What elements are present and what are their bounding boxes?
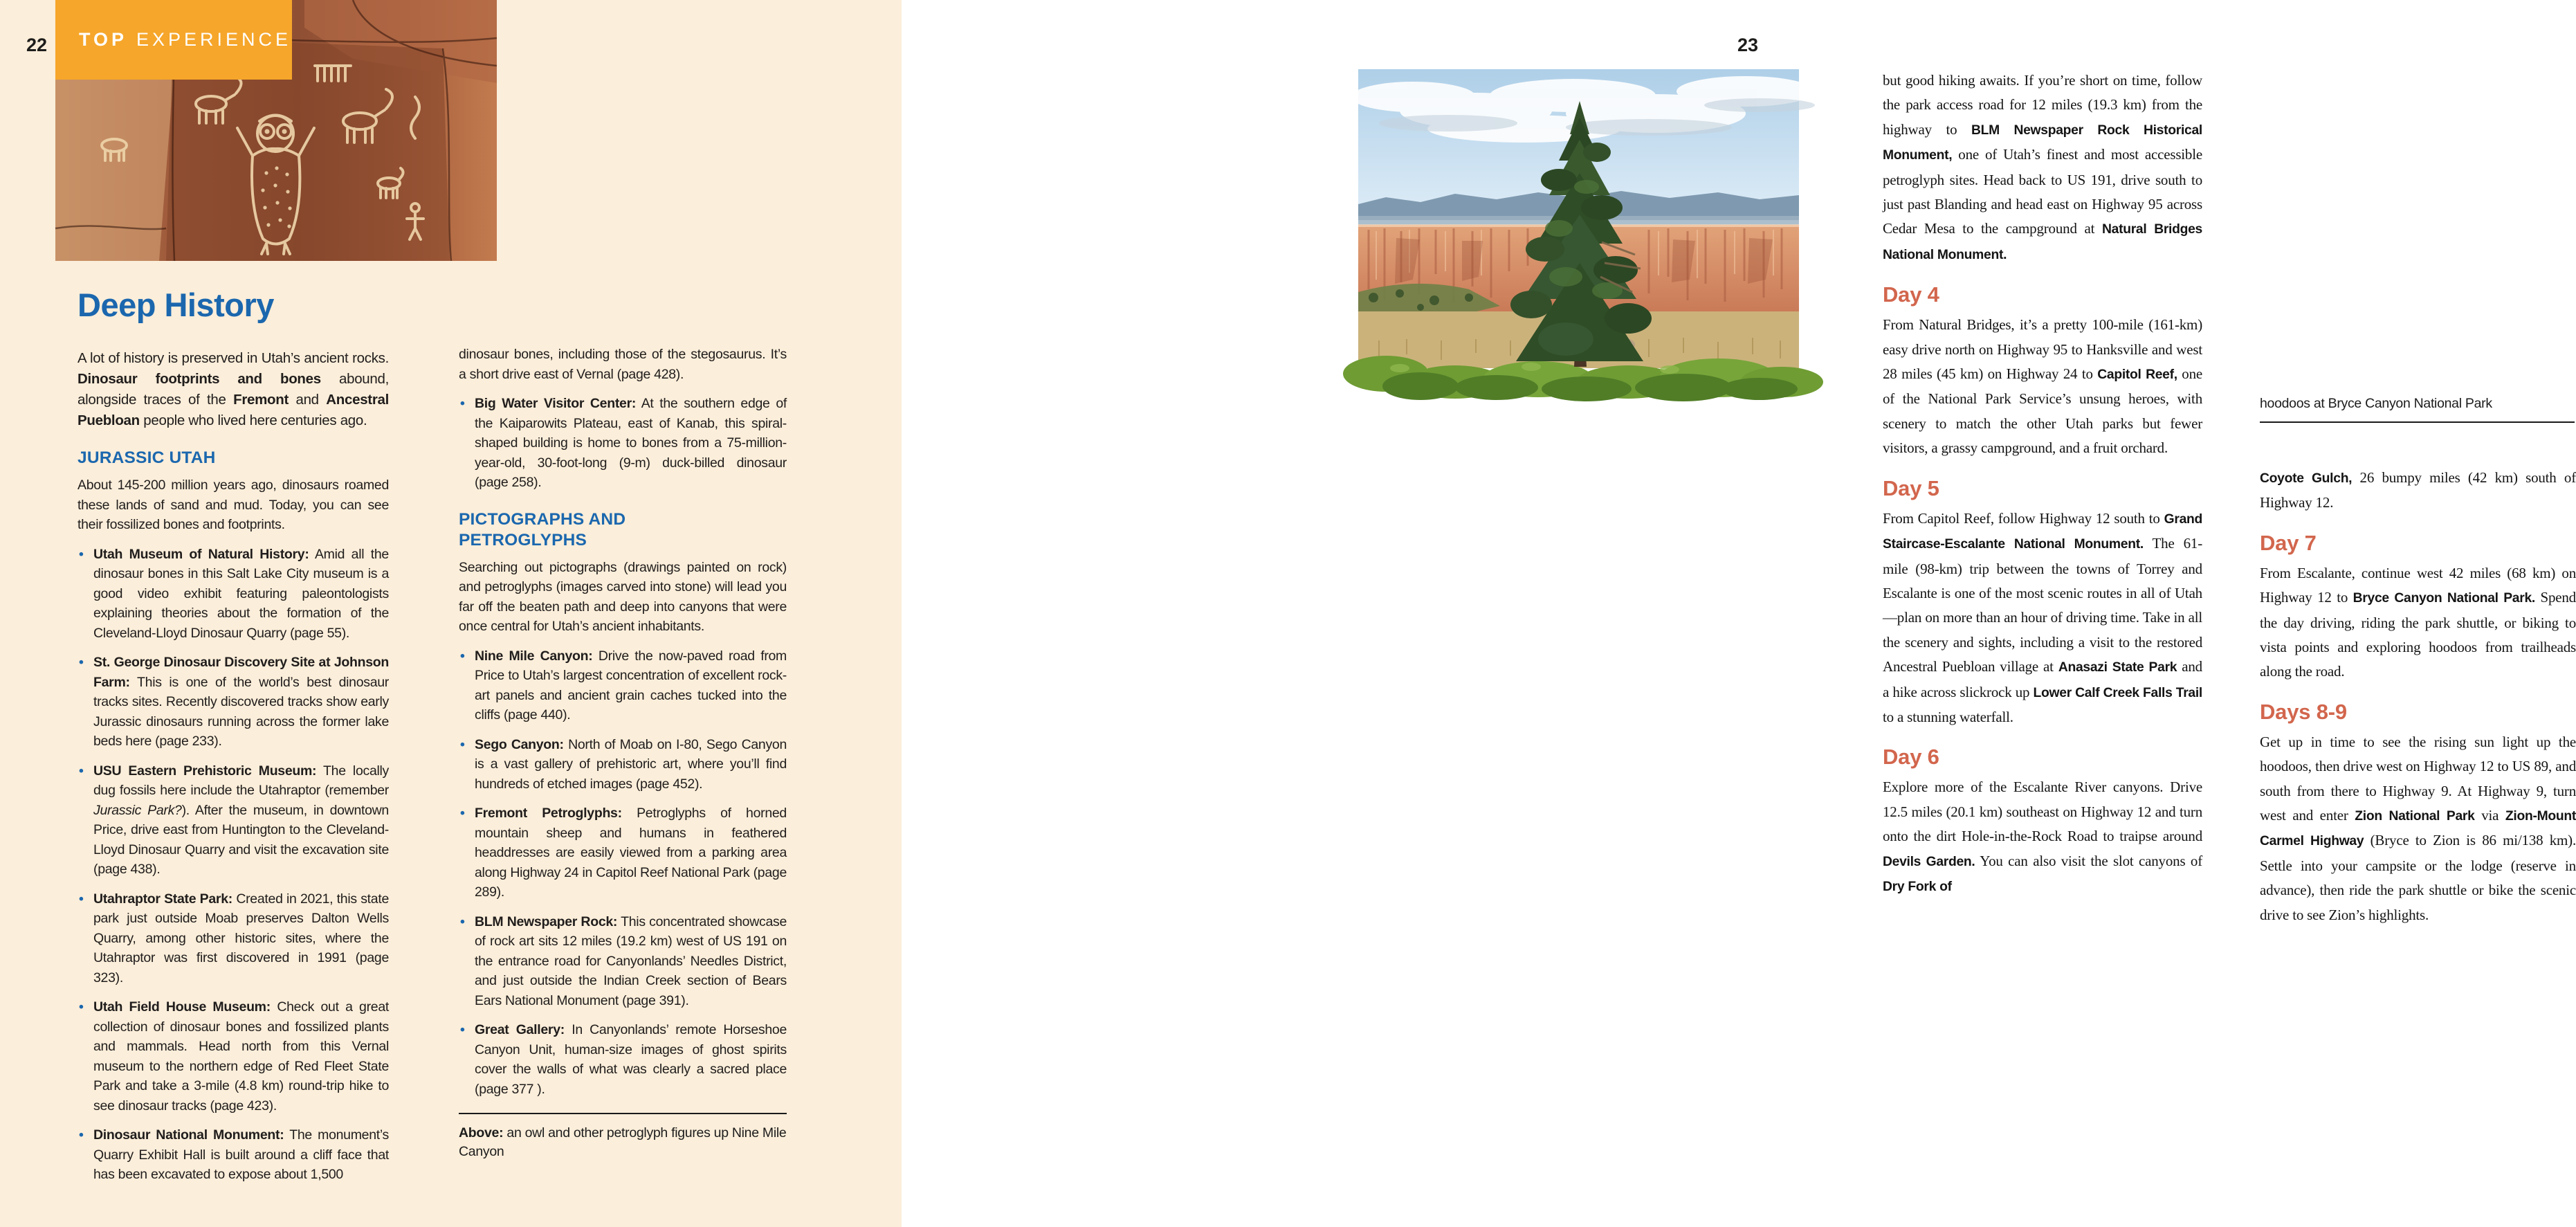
banner-label-experience: EXPERIENCE xyxy=(136,29,292,50)
bullet-utahraptor-state-park: • Utahraptor State Park: Created in 2021, this state park just outside Moab preserves Dalton Wells Quarry, among other historic sites, where the Utahraptor was first discovered in 1991 (page 323). xyxy=(77,889,389,988)
page-number-left: 22 xyxy=(26,35,48,55)
day-5-heading: Day 5 xyxy=(1883,475,1939,500)
days-8-9-heading: Days 8-9 xyxy=(2260,699,2347,724)
days-8-9-paragraph: Get up in time to see the rising sun light up the hoodoos, then drive west on Highway 12 to US 89, and south from there to Highway 9. At Highway 9, turn west and enter Zion National Park via Zion-Mount Carmel Highway (Bryce to Zion is 86 mi/138 km). Settle into your campsite or the lodge (reserve in advance), then ride the park shuttle or bike the scenic drive to see Zion’s highlights. xyxy=(2260,733,2576,923)
bullet-big-water: • Big Water Visitor Center: At the southern edge of the Kaiparowits Plateau, east of Kanab, this spiral-shaped building is home to bones from a 75-million-year-old, 30-foot-long (9-m) duck-billed dinosaur (page 258). xyxy=(459,394,787,493)
jurassic-lead-paragraph: About 145-200 million years ago, dinosaurs roamed these lands of sand and mud. Today, you can see their fossilized bones and footprints. xyxy=(77,478,389,532)
right-page-right-column xyxy=(2260,394,2576,927)
day-6-paragraph: Explore more of the Escalante River canyons. Drive 12.5 miles (20.1 km) southeast on Highway 12 and turn onto the dirt Hole-in-the-Rock Road to traipse around Devils Garden. You can also visit the slot canyons of Dry Fork of xyxy=(1883,779,2203,894)
section-heading-pictographs: PICTOGRAPHS AND PETROGLYPHS xyxy=(459,509,626,549)
bullet-utah-field-house: • Utah Field House Museum: Check out a great collection of dinosaur bones and fossilized plants and mammals. Head north from this Vernal museum to the northern edge of Red Fleet State Park and take a 3-mile (4.8 km) round-trip hike to see dinosaur tracks (page 423). xyxy=(77,997,389,1116)
bullet-utah-museum: • Utah Museum of Natural History: Amid all the dinosaur bones in this Salt Lake City museum is a good video exhibit featuring paleontologists explaining theories about the formation of the Cleveland-Lloyd Dinosaur Quarry (page 55). xyxy=(77,545,389,644)
right-page xyxy=(902,0,2576,1227)
big-water-bullet-list xyxy=(459,394,787,493)
day-4-paragraph: From Natural Bridges, it’s a pretty 100-mile (161-km) easy drive north on Highway 95 to Hanksville and west 28 miles (45 km) on Highway 24 to Capitol Reef, one of the National Park Service’s unsung heroes, with scenery to match the other Utah parks but fewer visitors, a grassy campground, and a fruit orchard. xyxy=(1883,316,2202,457)
bullet-dinosaur-national-monument: • Dinosaur National Monument: The monument’s Quarry Exhibit Hall is built around a cliff face that has been excavated to expose about 1,500 xyxy=(77,1125,389,1185)
pictographs-lead-paragraph: Searching out pictographs (drawings painted on rock) and petroglyphs (images carved into stone) will lead you far off the beaten path and deep into canyons that were once central for Utah’s ancient inhabitants. xyxy=(459,559,787,634)
pictographs-bullet-list xyxy=(459,646,787,1100)
caption-divider-right xyxy=(2260,421,2575,423)
left-column xyxy=(77,286,389,1185)
caption-divider xyxy=(459,1113,787,1114)
bullet-fremont-petroglyphs: • Fremont Petroglyphs: Petroglyphs of horned mountain sheep and humans in feathered headdresses are easily viewed from a parking area along Highway 24 in Capitol Reef National Park (page 289). xyxy=(459,803,787,902)
photo-caption-above: Above: an owl and other petroglyph figures up Nine Mile Canyon xyxy=(459,1125,787,1159)
top-experience-banner xyxy=(55,0,292,80)
day-5-paragraph: From Capitol Reef, follow Highway 12 south to Grand Staircase-Escalante National Monument. The 61-mile (98-km) trip between the towns of Torrey and Escalante is one of the most scenic routes in all of Utah—plan on more than an hour of driving time. Take in all the scenery and sights, including a visit to the restored Ancestral Puebloan village at Anasazi State Park and a hike across slickrock up Lower Calf Creek Falls Trail to a stunning waterfall. xyxy=(1883,509,2202,725)
section-heading-jurassic-utah: JURASSIC UTAH xyxy=(77,448,216,467)
itinerary-intro-paragraph: but good hiking awaits. If you’re short on time, follow the park access road for 12 miles (19.3 km) from the highway to BLM Newspaper Rock Historical Monument, one of Utah’s finest and most accessible petroglyph sites. Head back to US 191, drive south to just past Blanding and head east on Highway 95 across Cedar Mesa to the campground at Natural Bridges National Monument. xyxy=(1883,72,2202,262)
day-6-heading: Day 6 xyxy=(1883,745,1939,770)
intro-paragraph: A lot of history is preserved in Utah’s ancient rocks. Dinosaur footprints and bones abound, alongside traces of the Fremont and Ancestral Puebloan people who lived here centuries ago. xyxy=(77,350,389,428)
left-page xyxy=(0,0,902,1227)
day-7-heading: Day 7 xyxy=(2260,530,2317,555)
continuation-paragraph: dinosaur bones, including those of the stegosaurus. It’s a short drive east of Vernal (page 428). xyxy=(459,347,787,382)
right-page-left-column xyxy=(1883,69,2202,899)
day-7-paragraph: From Escalante, continue west 42 miles (68 km) on Highway 12 to Bryce Canyon National Park. Spend the day driving, riding the park shuttle, or biking to vista points and exploring hoodoos from trailheads along the road. xyxy=(2260,564,2576,680)
banner-label-top: TOP xyxy=(79,29,128,50)
page-title: Deep History xyxy=(77,287,274,323)
bryce-canyon-photo-art xyxy=(1358,69,1799,390)
day-4-heading: Day 4 xyxy=(1883,282,1939,307)
bullet-great-gallery: • Great Gallery: In Canyonlands’ remote Horseshoe Canyon Unit, human-size images of ghost spirits cover the walls of what was clearly a sacred place (page 377 ). xyxy=(459,1020,787,1099)
bullet-nine-mile-canyon: • Nine Mile Canyon: Drive the now-paved road from Price to Utah’s largest concentration of excellent rock-art panels and ancient grain caches tucked into the cliffs (page 440). xyxy=(459,646,787,725)
jurassic-bullet-list xyxy=(77,545,389,1185)
bullet-sego-canyon: • Sego Canyon: North of Moab on I-80, Sego Canyon is a vast gallery of prehistoric art, where you’ll find hundreds of etched images (page 452). xyxy=(459,735,787,794)
bryce-canyon-photo xyxy=(1358,69,1799,390)
bullet-st-george: • St. George Dinosaur Discovery Site at Johnson Farm: This is one of the world’s best dinosaur tracks sites. Recently discovered tracks show early Jurassic dinosaurs running across the former lake beds here (page 233). xyxy=(77,653,389,752)
bullet-blm-newspaper-rock: • BLM Newspaper Rock: This concentrated showcase of rock art sits 12 miles (19.2 km) west of US 191 on the entrance road for Canyonlands’ Needles District, and just outside the Indian Creek section of Bears Ears National Monument (page 391). xyxy=(459,912,787,1011)
coyote-gulch-paragraph: Coyote Gulch, 26 bumpy miles (42 km) south of Highway 12. xyxy=(2260,469,2576,511)
bryce-photo-caption: hoodoos at Bryce Canyon National Park xyxy=(2260,396,2492,411)
bullet-usu-eastern: • USU Eastern Prehistoric Museum: The locally dug fossils here include the Utahraptor (remember Jurassic Park?). After the museum, in downtown Price, drive east from Huntington to the Cleveland-Lloyd Dinosaur Quarry and visit the excavation site (page 438). xyxy=(77,761,389,880)
page-number-right: 23 xyxy=(1737,35,1759,55)
middle-column xyxy=(459,345,787,1161)
